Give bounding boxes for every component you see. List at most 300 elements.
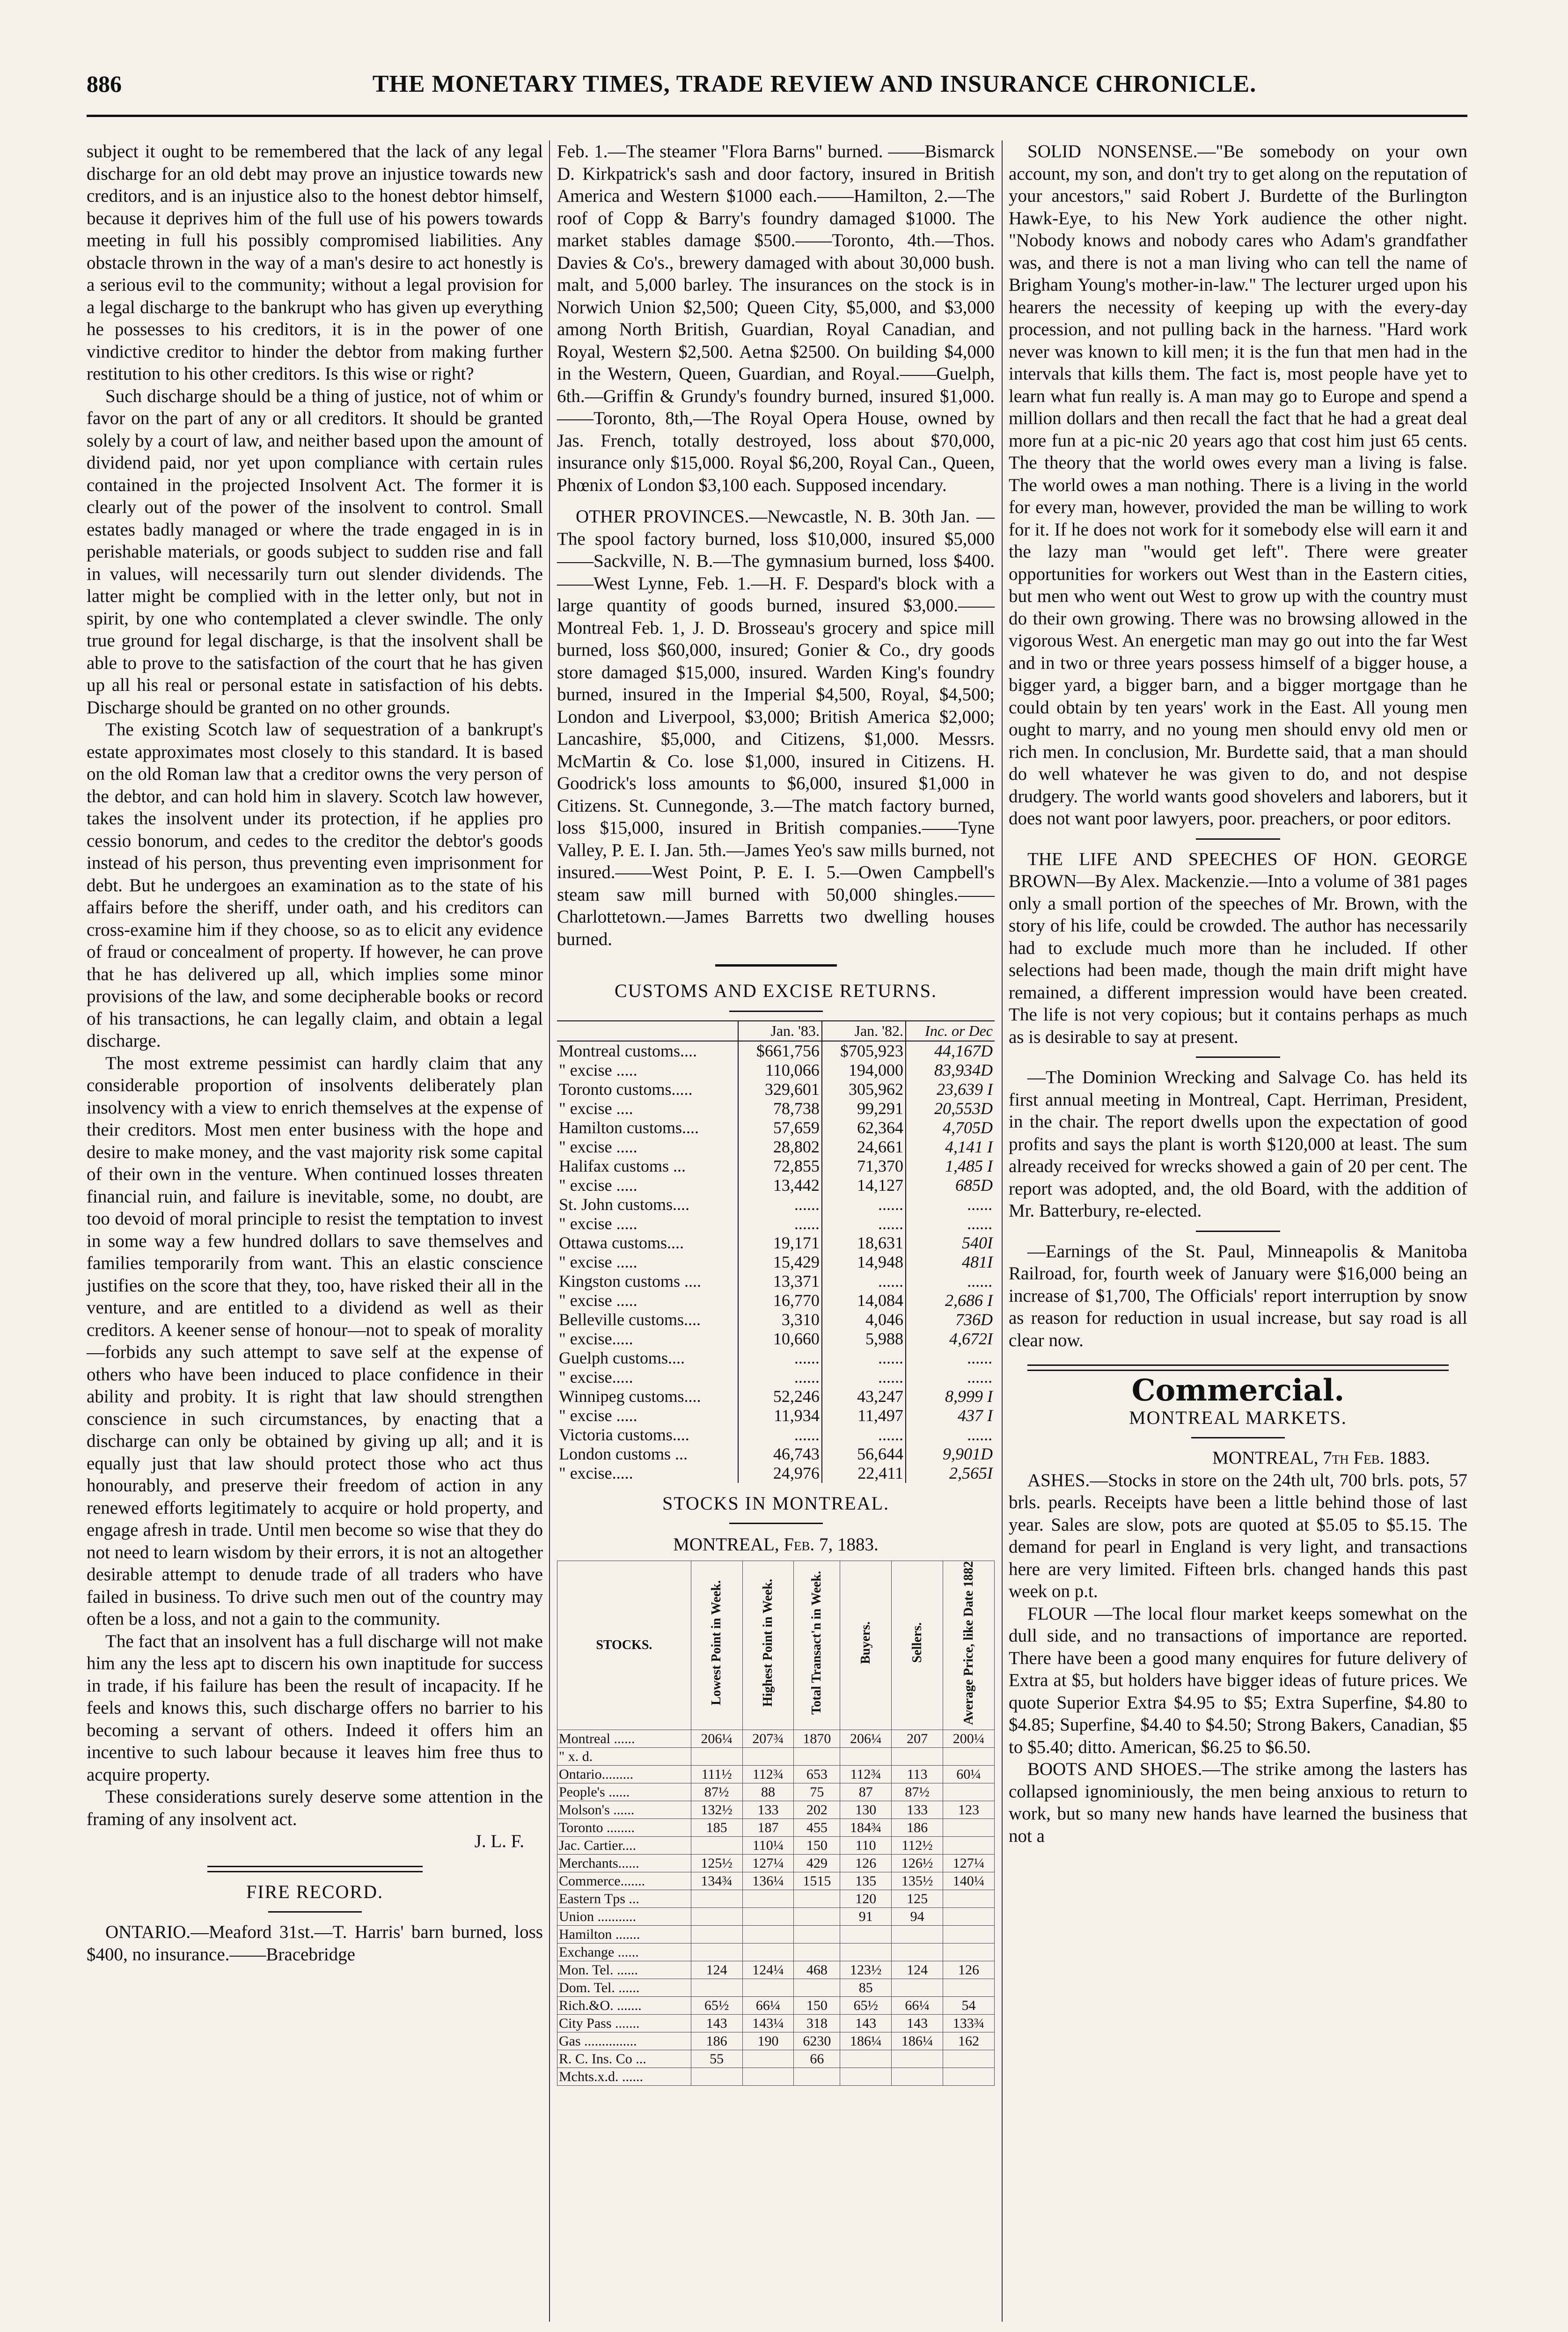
stock-name-cell: Exchange ...... [557, 1943, 691, 1961]
customs-port-cell: Belleville customs.... [559, 1310, 701, 1329]
customs-value-cell: 5,988 [822, 1329, 906, 1349]
stock-name-cell: Mon. Tel. ...... [557, 1961, 691, 1979]
stock-value-cell: 135½ [892, 1872, 943, 1890]
stock-value-cell: 140¼ [943, 1872, 995, 1890]
customs-value-cell: 20,553D [906, 1099, 995, 1118]
stocks-header-cell [742, 1561, 794, 1730]
flour-text: FLOUR —The local flour market keeps somewhat on the dull side, and no transactions of importance are reported. There have been a good many enquires for future delivery of Extra at $5, but holders have bigger ideas of future prices. We quote Superior Extra $4.95 to $5; Extra Superfine, $4.80 to $4.85; Superfine, $4.40 to $4.50; Strong Bakers, Canadian, $5 to $5.40; ditto. American, $6.25 to $6.50. [1009, 1603, 1467, 1757]
stock-value-cell: 130 [840, 1801, 892, 1819]
stock-value-cell [742, 2050, 794, 2068]
customs-header-row [557, 1021, 995, 1041]
stock-value-cell: 186 [691, 2032, 742, 2050]
stock-value-cell: 91 [840, 1907, 892, 1925]
customs-header-cell [557, 1021, 738, 1041]
customs-value-cell: 1,485 I [906, 1157, 995, 1176]
stock-value-cell [892, 1925, 943, 1943]
section-rule [268, 1911, 362, 1913]
customs-port-cell: " excise..... [559, 1367, 633, 1386]
customs-port-cell: " excise .... [559, 1099, 633, 1118]
customs-value-cell: 78,738 [738, 1099, 822, 1118]
stock-value-cell [742, 1747, 794, 1765]
customs-value-cell: $705,923 [822, 1041, 906, 1061]
customs-value-cell: ...... [822, 1214, 906, 1233]
boots-shoes-text: BOOTS AND SHOES.—The strike among the lasters has collapsed ignominiously, the men being anxious to return to work, but so many new hands have learned the business that not a [1009, 1759, 1467, 1846]
stock-name-cell: Union ........... [557, 1907, 691, 1925]
column-divider [1002, 140, 1003, 2322]
stock-value-cell [794, 1943, 840, 1961]
section-rule [1027, 1364, 1449, 1371]
customs-row [557, 1310, 995, 1329]
stock-value-cell [742, 1979, 794, 1996]
stock-value-cell [691, 1907, 742, 1925]
customs-port-cell: " excise ..... [559, 1214, 637, 1233]
customs-port-cell: London customs ... [559, 1444, 688, 1463]
stock-value-cell [943, 1747, 995, 1765]
stock-value-cell [943, 1819, 995, 1836]
stock-value-cell: 87½ [892, 1783, 943, 1801]
stock-name-cell: Gas ............... [557, 2032, 691, 2050]
stock-value-cell [794, 1890, 840, 1907]
stock-value-cell: 150 [794, 1836, 840, 1854]
customs-value-cell: ...... [906, 1368, 995, 1387]
customs-port-cell: Guelph customs.... [559, 1348, 685, 1367]
customs-value-cell: 736D [906, 1310, 995, 1329]
header-rule [87, 115, 1467, 117]
stock-value-cell: 455 [794, 1819, 840, 1836]
customs-value-cell: 22,411 [822, 1464, 906, 1483]
stocks-row [557, 1819, 995, 1836]
stocks-row [557, 2050, 995, 2068]
customs-row [557, 1387, 995, 1406]
stock-name-cell: Merchants...... [557, 1854, 691, 1872]
stock-value-cell: 94 [892, 1907, 943, 1925]
stock-value-cell: 110¼ [742, 1836, 794, 1854]
customs-value-cell: 19,171 [738, 1233, 822, 1253]
fire-record-continued: Feb. 1.—The steamer "Flora Barns" burned. ——Bismarck D. Kirkpatrick's sash and door factory, insured in British America and Western $1000 each.——Hamilton, 2.—The roof of Copp & Barry's foundry damaged $1000. The market stables damage $500.——Toronto, 4th.—Thos. Davies & Co's., brewery damaged with about 30,000 bush. malt, and 5,000 barley. The insurances on the stock is in Norwich Union $2,500; Queen City, $5,000, and $3,000 among North British, Guardian, Royal Canadian, and Royal, Western $2,500. Aetna $2500. On building $4,000 in the Western, Queen, Guardian, and Royal.——Guelph, 6th.—Griffin & Grundy's foundry burned, insured $1,000.——Toronto, 8th,—The Royal Opera House, owned by Jas. French, totally destroyed, loss about $70,000, insurance only $15,000. Royal $6,200, Royal Can., Queen, Phœnix of London $3,100 each. Supposed incendary. [557, 141, 995, 495]
article-paragraph: The fact that an insolvent has a full discharge will not make him any the less apt to discern his own inaptitude for success in trade, if his failure has been the result of incapacity. If he feels and knows this, such discharge offers no barrier to his becoming a servant of others. Indeed it offers him an incentive to such labour because it leaves him free thus to acquire property. [87, 1631, 543, 1785]
customs-value-cell: 13,371 [738, 1272, 822, 1291]
customs-value-cell: 28,802 [738, 1137, 822, 1157]
masthead-title: THE MONETARY TIMES, TRADE REVIEW AND INSURANCE CHRONICLE. [372, 71, 1257, 97]
customs-port-cell: " excise ..... [559, 1291, 637, 1310]
stocks-table [557, 1561, 995, 2086]
customs-value-cell: ...... [738, 1349, 822, 1368]
stock-name-cell: Mchts.x.d. ...... [557, 2068, 691, 2085]
customs-port-cell: Victoria customs.... [559, 1425, 689, 1444]
stock-value-cell [794, 1925, 840, 1943]
customs-value-cell: ...... [822, 1368, 906, 1387]
customs-heading: CUSTOMS AND EXCISE RETURNS. [615, 980, 937, 1001]
stock-value-cell: 135 [840, 1872, 892, 1890]
customs-value-cell: 71,370 [822, 1157, 906, 1176]
stocks-row [557, 1872, 995, 1890]
stock-value-cell: 110 [840, 1836, 892, 1854]
stocks-header-label: Lowest Point in Week. [709, 1580, 724, 1706]
stock-name-cell: Ontario......... [557, 1765, 691, 1783]
customs-header-cell: Jan. '82. [822, 1021, 906, 1041]
customs-value-cell: 4,046 [822, 1310, 906, 1329]
customs-port-cell: " excise ..... [559, 1137, 637, 1156]
stocks-row [557, 1783, 995, 1801]
stock-value-cell [691, 2068, 742, 2085]
customs-value-cell: 481I [906, 1253, 995, 1272]
stock-value-cell: 125 [892, 1890, 943, 1907]
stock-name-cell: Molson's ...... [557, 1801, 691, 1819]
customs-value-cell: 13,442 [738, 1176, 822, 1195]
stock-value-cell [691, 1925, 742, 1943]
article-paragraph: Such discharge should be a thing of justice, not of whim or favor on the part of any or all creditors. It should be granted solely by a court of law, and neither based upon the amount of dividend paid, nor yet upon compliance with certain rules contained in the projected Insolvent Act. The former it is clearly out of the power of the insolvent to control. Small estates badly managed or where the trade engaged in is in perishable materials, or goods subject to sudden rise and fall in values, will necessarily turn out slender dividends. The latter might be complied with in the letter only, but not in spirit, by one who contemplated a clever swindle. The only true ground for legal discharge, is that the insolvent shall be able to prove to the satisfaction of the court that he has given up all his real or personal estate in satisfaction of his debts. Discharge should be granted on no other grounds. [87, 386, 543, 718]
stocks-header-row [557, 1561, 995, 1730]
customs-value-cell: ...... [906, 1425, 995, 1445]
stocks-row [557, 2068, 995, 2085]
stock-value-cell: 200¼ [943, 1730, 995, 1747]
stock-value-cell: 143 [691, 2014, 742, 2032]
customs-row [557, 1233, 995, 1253]
stock-value-cell: 185 [691, 1819, 742, 1836]
customs-value-cell: ...... [738, 1425, 822, 1445]
customs-header-cell: Jan. '83. [738, 1021, 822, 1041]
stock-value-cell: 123 [943, 1801, 995, 1819]
customs-row [557, 1118, 995, 1137]
stock-value-cell [943, 1890, 995, 1907]
stock-value-cell: 143 [840, 2014, 892, 2032]
customs-port-cell: St. John customs.... [559, 1195, 690, 1214]
stock-name-cell: Toronto ........ [557, 1819, 691, 1836]
stock-name-cell: Jac. Cartier.... [557, 1836, 691, 1854]
stock-value-cell: 120 [840, 1890, 892, 1907]
stocks-row [557, 1765, 995, 1783]
customs-value-cell: 4,672I [906, 1329, 995, 1349]
stock-value-cell [943, 1943, 995, 1961]
stock-value-cell: 75 [794, 1783, 840, 1801]
customs-value-cell: ...... [906, 1272, 995, 1291]
customs-value-cell: 540I [906, 1233, 995, 1253]
customs-port-cell: " excise ..... [559, 1252, 637, 1271]
stock-value-cell: 112¾ [742, 1765, 794, 1783]
customs-row [557, 1137, 995, 1157]
customs-row [557, 1272, 995, 1291]
stock-name-cell: Hamilton ....... [557, 1925, 691, 1943]
stocks-heading: STOCKS IN MONTREAL. [662, 1492, 890, 1514]
stock-value-cell: 66 [794, 2050, 840, 2068]
stock-value-cell [840, 2068, 892, 2085]
stock-value-cell: 66¼ [742, 1996, 794, 2014]
stock-value-cell [742, 1925, 794, 1943]
ashes-text: ASHES.—Stocks in store on the 24th ult, 700 brls. pots, 57 brls. pearls. Receipts have been a little behind those of last year. Sales are slow, pots are quoted at $5.05 to $5.15. The demand for pearl in England is very light, and transactions here are very limited. Fifteen brls. changed hands this past week on p.t. [1009, 1470, 1467, 1601]
stock-value-cell: 65½ [840, 1996, 892, 2014]
stock-value-cell: 133 [742, 1801, 794, 1819]
stock-value-cell [691, 1747, 742, 1765]
stock-value-cell [892, 1979, 943, 1996]
stock-value-cell [943, 1979, 995, 1996]
customs-value-cell: 44,167D [906, 1041, 995, 1061]
customs-port-cell: " excise..... [559, 1329, 633, 1348]
stocks-header-cell [691, 1561, 742, 1730]
stock-value-cell: 1870 [794, 1730, 840, 1747]
stock-value-cell: 127¼ [742, 1854, 794, 1872]
stocks-header-label: Buyers. [858, 1621, 873, 1665]
markets-heading: MONTREAL MARKETS. [1129, 1407, 1347, 1428]
customs-row [557, 1425, 995, 1445]
stock-value-cell: 162 [943, 2032, 995, 2050]
customs-value-cell: 14,084 [822, 1291, 906, 1310]
stock-value-cell: 126½ [892, 1854, 943, 1872]
stocks-row [557, 1836, 995, 1854]
customs-port-cell: " excise ..... [559, 1060, 637, 1079]
customs-value-cell: 4,705D [906, 1118, 995, 1137]
article-signature: J. L. F. [474, 1831, 524, 1851]
customs-row [557, 1080, 995, 1099]
column-2 [557, 140, 995, 2086]
customs-value-cell: ...... [822, 1195, 906, 1214]
stock-value-cell [943, 1836, 995, 1854]
stocks-header-label: Total Transact'n in Week. [809, 1571, 824, 1715]
stock-value-cell: 653 [794, 1765, 840, 1783]
customs-value-cell: 11,934 [738, 1406, 822, 1425]
customs-port-cell: Halifax customs ... [559, 1156, 686, 1175]
stock-value-cell: 143 [892, 2014, 943, 2032]
customs-value-cell: ...... [906, 1195, 995, 1214]
stock-value-cell [794, 1907, 840, 1925]
stock-value-cell: 190 [742, 2032, 794, 2050]
customs-value-cell: 23,639 I [906, 1080, 995, 1099]
customs-value-cell: 43,247 [822, 1387, 906, 1406]
customs-value-cell: 83,934D [906, 1061, 995, 1080]
stock-value-cell: 124 [691, 1961, 742, 1979]
stock-value-cell: 206¼ [691, 1730, 742, 1747]
stocks-date: MONTREAL, Feb. 7, 1883. [673, 1534, 879, 1555]
section-rule [1196, 1056, 1280, 1058]
stock-value-cell [943, 1907, 995, 1925]
customs-row [557, 1464, 995, 1483]
stocks-row [557, 1961, 995, 1979]
customs-value-cell: 437 I [906, 1406, 995, 1425]
stock-value-cell: 187 [742, 1819, 794, 1836]
customs-value-cell: 24,661 [822, 1137, 906, 1157]
other-provinces-text: OTHER PROVINCES.—Newcastle, N. B. 30th Jan. —The spool factory burned, loss $10,000, insured $5,000——Sackville, N. B.—The gymnasium burned, loss $400.——West Lynne, Feb. 1.—H. F. Despard's block with a large quantity of goods burned, insured $3,000.——Montreal Feb. 1, J. D. Brosseau's grocery and spice mill burned, loss $60,000, insured; Gonier & Co., dry goods store damaged $15,000, insured. Warden King's foundry burned, insured in the Imperial $4,500, Royal, $4,500; London and Liverpool, $3,000; British America $2,000; Lancashire, $5,000, and Citizens, $1,000. Messrs. McMartin & Co. lose $1,000, insured in Citizens. H. Goodrick's loss amounts to $6,000, insured $1,000 in Citizens. St. Cunnegonde, 3.—The match factory burned, loss $15,000, insured in British companies.——Tyne Valley, P. E. I. Jan. 5th.—James Yeo's saw mills burned, not insured.——West Point, P. E. I. 5.—Owen Campbell's steam saw mill burned with 50,000 shingles.——Charlottetown.—James Barretts two dwelling houses burned. [557, 506, 995, 949]
section-rule [1196, 1231, 1280, 1232]
markets-date: MONTREAL, 7th Feb. 1883. [1212, 1448, 1430, 1468]
stock-value-cell: 127¼ [943, 1854, 995, 1872]
stock-name-cell: Montreal ...... [557, 1730, 691, 1747]
stock-name-cell: People's ...... [557, 1783, 691, 1801]
stocks-row [557, 1907, 995, 1925]
customs-row [557, 1368, 995, 1387]
stock-value-cell [794, 2068, 840, 2085]
customs-value-cell: 9,901D [906, 1445, 995, 1464]
customs-value-cell: ...... [738, 1195, 822, 1214]
life-speeches-text: THE LIFE AND SPEECHES OF HON. GEORGE BROWN—By Alex. Mackenzie.—Into a volume of 381 pages only a small portion of the speeches of Mr. Brown, with the story of his life, could be crowded. The author has necessarily had to exclude much more than he included. If other selections had been made, though the main drift might have remained, a different impression would have been created. The life is not very copious; but it contains perhaps as much as is desirable to say at present. [1009, 849, 1467, 1047]
customs-value-cell: 14,948 [822, 1253, 906, 1272]
stock-value-cell [892, 2050, 943, 2068]
stock-value-cell: 143¼ [742, 2014, 794, 2032]
stock-value-cell: 207¾ [742, 1730, 794, 1747]
stock-value-cell: 133¾ [943, 2014, 995, 2032]
stock-name-cell: " x. d. [557, 1747, 691, 1765]
stock-value-cell: 133 [892, 1801, 943, 1819]
stock-value-cell: 136¼ [742, 1872, 794, 1890]
customs-row [557, 1099, 995, 1118]
fire-record-heading: FIRE RECORD. [246, 1881, 383, 1902]
customs-port-cell: Montreal customs.... [559, 1041, 697, 1060]
stocks-row [557, 2032, 995, 2050]
customs-value-cell: ...... [822, 1272, 906, 1291]
customs-value-cell: ...... [906, 1349, 995, 1368]
customs-value-cell: 2,686 I [906, 1291, 995, 1310]
stock-value-cell: 55 [691, 2050, 742, 2068]
customs-value-cell: $661,756 [738, 1041, 822, 1061]
customs-value-cell: 18,631 [822, 1233, 906, 1253]
customs-row [557, 1445, 995, 1464]
customs-value-cell: ...... [906, 1214, 995, 1233]
article-paragraph: The most extreme pessimist can hardly claim that any considerable proportion of insolvents deliberately plan insolvency with a view to enrich themselves at the expense of their creditors. Most men enter business with the hope and desire to make money, and the vast majority risk some capital of their own in the venture. When continued losses threaten financial ruin, and failure is inevitable, some, no doubt, are too devoid of moral principle to resist the temptation to invest in some way a few hundred dollars to save themselves and families temporarily from want. This an elastic conscience justifies on the score that they, too, have risked their all in the venture, and are entitled to a dividend as well as their creditors. A keener sense of honour—not to speak of morality—forbids any such attempt to save self at the expense of others who have been induced to place confidence in their ability and probity. It is right that law should strengthen conscience in such circumstances, by enacting that a discharge can only be obtained by giving up all; and it is equally just that law should protect those who act thus honourably, and preserve their freedom of action in any renewed efforts legitimately to acquire or hold property, and engage afresh in trade. Until men become so wise that they do not need to learn wisdom by their errors, it is not an altogether desirable attempt to denude trade of all traders who have failed in business. To drive such men out of the country may often be a loss, and not a gain to the community. [87, 1053, 543, 1629]
stocks-header-label: Average Price, like Date 1882 [961, 1561, 976, 1725]
customs-port-cell: Hamilton customs.... [559, 1118, 699, 1137]
stock-value-cell: 318 [794, 2014, 840, 2032]
customs-value-cell: 16,770 [738, 1291, 822, 1310]
stocks-header-cell [840, 1561, 892, 1730]
stocks-row [557, 1925, 995, 1943]
column-1 [87, 140, 543, 1965]
stock-value-cell: 124¼ [742, 1961, 794, 1979]
customs-port-cell: Toronto customs..... [559, 1079, 693, 1099]
customs-value-cell: 3,310 [738, 1310, 822, 1329]
stock-value-cell: 87 [840, 1783, 892, 1801]
stock-value-cell: 113 [892, 1765, 943, 1783]
stock-value-cell [840, 1943, 892, 1961]
customs-value-cell: 11,497 [822, 1406, 906, 1425]
customs-port-cell: " excise ..... [559, 1175, 637, 1195]
customs-header-cell: Inc. or Dec [906, 1021, 995, 1041]
stocks-header-label: Sellers. [909, 1622, 924, 1663]
customs-row [557, 1041, 995, 1061]
stocks-row [557, 1996, 995, 2014]
railroad-earnings-text: —Earnings of the St. Paul, Minneapolis & Manitoba Railroad, for, fourth week of January were $16,000 being an increase of $1,700, The Officials' report interruption by snow as reason for reduction in usual increase, but say road is all clear now. [1009, 1241, 1467, 1350]
section-rule [207, 1866, 423, 1872]
customs-row [557, 1157, 995, 1176]
customs-value-cell: 15,429 [738, 1253, 822, 1272]
customs-value-cell: 14,127 [822, 1176, 906, 1195]
stock-value-cell: 468 [794, 1961, 840, 1979]
customs-value-cell: ...... [822, 1349, 906, 1368]
stock-value-cell: 125½ [691, 1854, 742, 1872]
stock-value-cell [892, 1747, 943, 1765]
customs-row [557, 1176, 995, 1195]
section-rule [729, 1523, 823, 1524]
stock-value-cell: 60¼ [943, 1765, 995, 1783]
customs-value-cell: 10,660 [738, 1329, 822, 1349]
stock-value-cell: 112½ [892, 1836, 943, 1854]
commercial-heading: Commercial. [1131, 1373, 1345, 1408]
stock-name-cell: Dom. Tel. ...... [557, 1979, 691, 1996]
stocks-row [557, 1801, 995, 1819]
stock-value-cell [892, 2068, 943, 2085]
stock-value-cell: 54 [943, 1996, 995, 2014]
section-rule [715, 964, 837, 971]
stock-value-cell: 85 [840, 1979, 892, 1996]
stocks-header-cell [943, 1561, 995, 1730]
customs-row [557, 1253, 995, 1272]
stock-value-cell: 429 [794, 1854, 840, 1872]
customs-value-cell: 110,066 [738, 1061, 822, 1080]
customs-value-cell: 4,141 I [906, 1137, 995, 1157]
stock-value-cell [794, 1747, 840, 1765]
customs-row [557, 1349, 995, 1368]
customs-row [557, 1329, 995, 1349]
stock-value-cell: 184¾ [840, 1819, 892, 1836]
stock-value-cell [742, 2068, 794, 2085]
customs-value-cell: ...... [738, 1214, 822, 1233]
customs-value-cell: 72,855 [738, 1157, 822, 1176]
stock-value-cell: 186¼ [840, 2032, 892, 2050]
stock-value-cell: 186¼ [892, 2032, 943, 2050]
article-paragraph: The existing Scotch law of sequestration of a bankrupt's estate approximates most closely to this standard. It is based on the old Roman law that a creditor owns the very person of the debtor, and can hold him in slavery. Scotch law however, takes the insolvent under its protection, if he applies pro cessio bonorum, and cedes to the creditor the debtor's goods instead of his person, thus preventing even imprisonment for debt. But he undergoes an examination as to the state of his affairs before the sheriff, under oath, and his creditors can cross-examine him if they choose, so as to elicit any evidence of fraud or concealment of property. If however, he can prove that he has delivered up all, which implies some minor provisions of the law, and some decipherable books or record of his transactions, he can legally claim, and obtain a legal discharge. [87, 719, 543, 1051]
stock-value-cell: 87½ [691, 1783, 742, 1801]
customs-table [557, 1020, 995, 1483]
column-divider [549, 140, 550, 2322]
stocks-row [557, 1854, 995, 1872]
customs-value-cell: 8,999 I [906, 1387, 995, 1406]
stock-value-cell: 207 [892, 1730, 943, 1747]
customs-port-cell: " excise..... [559, 1463, 633, 1482]
stocks-header-cell [794, 1561, 840, 1730]
stocks-row [557, 1730, 995, 1747]
customs-value-cell: 329,601 [738, 1080, 822, 1099]
fire-ontario-text: ONTARIO.—Meaford 31st.—T. Harris' barn burned, loss $400, no insurance.——Bracebridge [87, 1922, 543, 1965]
stock-value-cell: 66¼ [892, 1996, 943, 2014]
stock-value-cell [840, 1747, 892, 1765]
stock-value-cell: 1515 [794, 1872, 840, 1890]
stock-value-cell: 65½ [691, 1996, 742, 2014]
customs-value-cell: 52,246 [738, 1387, 822, 1406]
stock-value-cell: 186 [892, 1819, 943, 1836]
stock-value-cell: 132½ [691, 1801, 742, 1819]
stocks-row [557, 1979, 995, 1996]
stock-value-cell: 88 [742, 1783, 794, 1801]
stock-value-cell [840, 2050, 892, 2068]
customs-value-cell: 305,962 [822, 1080, 906, 1099]
stock-value-cell [742, 1890, 794, 1907]
customs-row [557, 1406, 995, 1425]
stock-name-cell: Rich.&O. ....... [557, 1996, 691, 2014]
stock-value-cell: 206¼ [840, 1730, 892, 1747]
column-3 [1009, 140, 1467, 1847]
stock-value-cell: 6230 [794, 2032, 840, 2050]
stocks-header-label: Highest Point in Week. [761, 1578, 776, 1707]
stock-value-cell [943, 2050, 995, 2068]
stock-value-cell: 111½ [691, 1765, 742, 1783]
stock-value-cell [794, 1979, 840, 1996]
wrecking-co-text: —The Dominion Wrecking and Salvage Co. has held its first annual meeting in Montreal, Capt. Herriman, President, in the chair. The report dwells upon the expectation of good profits and says the plant is worth $120,000 at least. The sum already received for wrecks showed a gain of 20 per cent. The report was adopted, and, the old Board, with the addition of Mr. Batterbury, re-elected. [1009, 1067, 1467, 1221]
stock-value-cell [691, 1890, 742, 1907]
stock-name-cell: Commerce....... [557, 1872, 691, 1890]
stock-value-cell [943, 2068, 995, 2085]
customs-value-cell: 24,976 [738, 1464, 822, 1483]
stock-value-cell: 150 [794, 1996, 840, 2014]
customs-row [557, 1214, 995, 1233]
stock-name-cell: R. C. Ins. Co ... [557, 2050, 691, 2068]
customs-value-cell: 57,659 [738, 1118, 822, 1137]
article-paragraph: subject it ought to be remembered that the lack of any legal discharge for an old debt may prove an injustice towards new creditors, and is an injustice also to the honest debtor himself, because it deprives him of the full use of his powers towards meeting in full his possibly compromised liabilities. Any obstacle thrown in the way of a man's desire to act honestly is a serious evil to the community; without a legal provision for a legal discharge to the bankrupt who has given up everything he possesses to his creditors, it is in the power of one vindictive creditor to hinder the debtor from making further restitution to his other creditors. Is this wise or right? [87, 141, 543, 384]
stocks-row [557, 2014, 995, 2032]
customs-port-cell: " excise ..... [559, 1406, 637, 1425]
customs-port-cell: Winnipeg customs.... [559, 1386, 701, 1406]
stocks-row [557, 1890, 995, 1907]
stocks-header-cell [892, 1561, 943, 1730]
stock-value-cell: 123½ [840, 1961, 892, 1979]
customs-value-cell: 2,565I [906, 1464, 995, 1483]
section-rule [1191, 1437, 1285, 1438]
